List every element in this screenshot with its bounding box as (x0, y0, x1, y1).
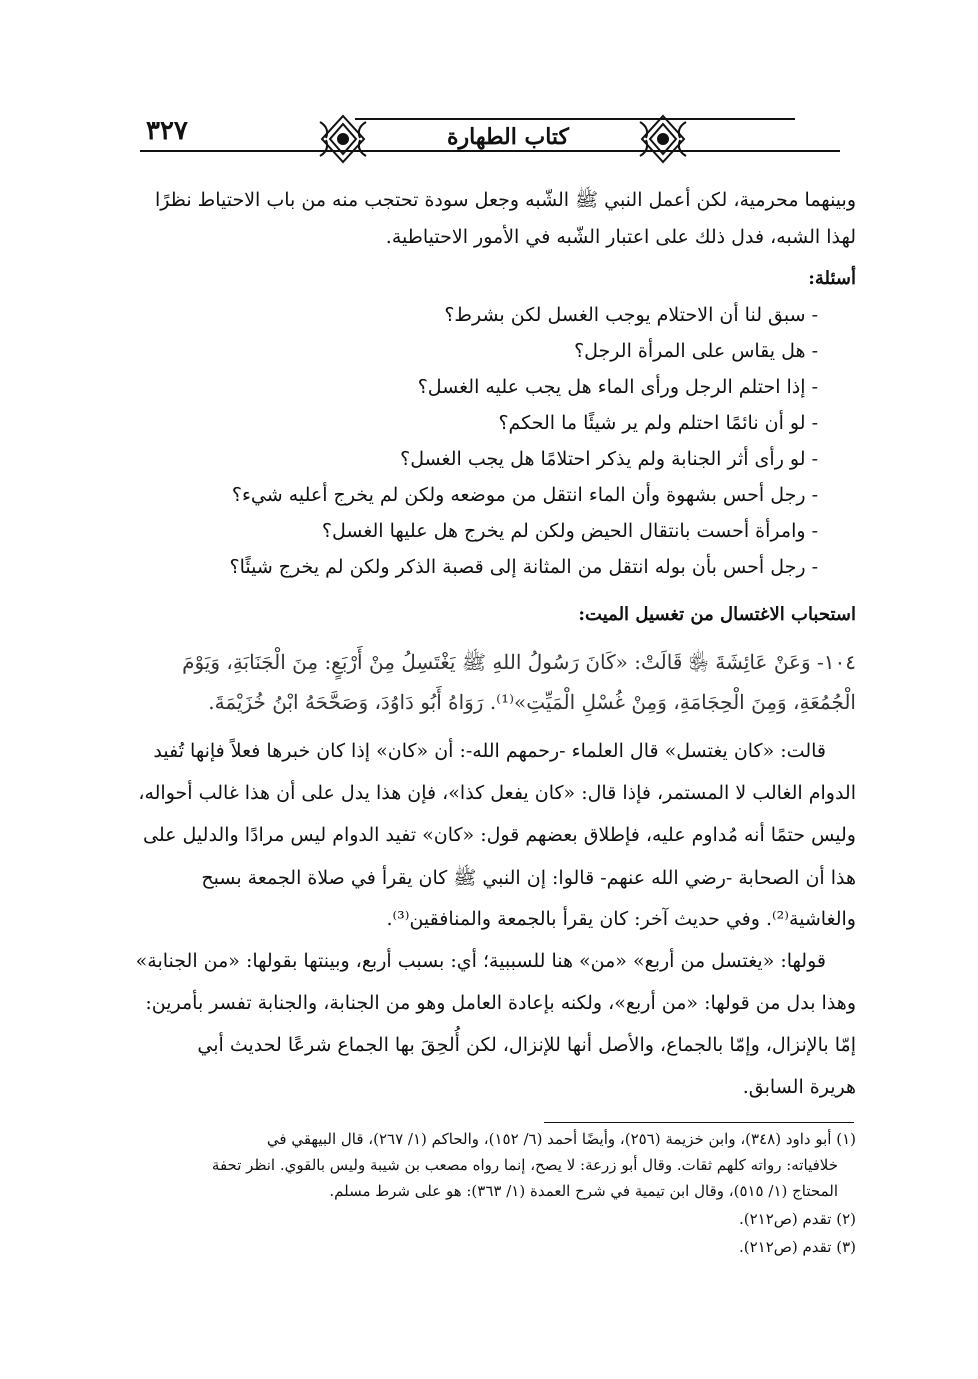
chapter-title: كتاب الطهارة (446, 124, 570, 150)
ornament-left-icon (316, 112, 370, 166)
commentary-line: إمّا بالإنزال، وإمّا بالجماع، والأصل أنها للإنزال، لكن أُلحِقَ بها الجماع شرعًا لحديث أبي (197, 1034, 856, 1056)
question-item: - إذا احتلم الرجل ورأى الماء هل يجب عليه الغسل؟ (417, 376, 818, 398)
commentary-line: والغاشية⁽²⁾. وفي حديث آخر: كان يقرأ بالجمعة والمنافقين⁽³⁾. (386, 908, 856, 930)
hadith-line: ١٠٤- وَعَنْ عَائِشَةَ ﵂ قَالَتْ: «كَانَ رَسُولُ اللهِ ﷺ يَغْتَسِلُ مِنْ أَرْبَعٍ: مِنَ الْجَنَابَةِ، وَيَوْمَ (182, 650, 856, 674)
commentary-line: وليس حتمًا أنه مُداوم عليه، فإطلاق بعضهم قول: «كان» تفيد الدوام ليس مرادًا والدليل على (143, 824, 856, 846)
intro-line: لهذا الشبه، فدل ذلك على اعتبار الشّبه في الأمور الاحتياطية. (385, 226, 856, 248)
commentary-line: قالت: «كان يغتسل» قال العلماء -رحمهم الله-: أن «كان» إذا كان خبرها فعلاً فإنها تُفيد (153, 740, 826, 762)
header-rule-bottom (140, 150, 840, 152)
commentary-line: هريرة السابق. (742, 1076, 856, 1098)
page-number: ٣٢٧ (146, 116, 188, 146)
commentary-line: قولها: «يغتسل من أربع» «من» هنا للسببية؛ أي: بسبب أربع، وبينتها بقولها: «من الجنابة» (135, 950, 826, 972)
header-rule-top (355, 118, 795, 120)
page-header (140, 112, 840, 172)
section-heading: استحباب الاغتسال من تغسيل الميت: (578, 604, 856, 625)
question-item: - لو رأى أثر الجنابة ولم يذكر احتلامًا هل يجب الغسل؟ (400, 448, 818, 470)
hadith-line: الْجُمُعَةِ، وَمِنَ الْحِجَامَةِ، وَمِنْ غُسْلِ الْمَيِّتِ»⁽¹⁾. رَوَاهُ أَبُو دَاوُدَ، وَصَحَّحَهُ ابْنُ خُزَيْمَةَ. (208, 690, 856, 714)
question-item: - رجل أحس بأن بوله انتقل من المثانة إلى قصبة الذكر ولكن لم يخرج شيئًا؟ (229, 556, 818, 578)
footnote-separator (544, 1122, 854, 1123)
footnote-line: (٣) تقدم (ص٢١٢). (738, 1238, 856, 1256)
commentary-line: وهذا بدل من قولها: «من أربع»، ولكنه بإعادة العامل وهو من الجنابة، والجنابة تفسر بأمرين: (145, 992, 856, 1014)
question-item: - هل يقاس على المرأة الرجل؟ (574, 340, 818, 362)
footnote-line: خلافياته: رواته كلهم ثقات. وقال أبو زرعة: لا يصح، إنما رواه مصعب بن شيبة وليس بالقوي. انظر تحفة (211, 1156, 838, 1174)
intro-line: وبينهما محرمية، لكن أعمل النبي ﷺ الشّبه وجعل سودة تحتجب منه من باب الاحتياط نظرًا (154, 189, 856, 211)
commentary-line: هذا أن الصحابة -رضي الله عنهم- قالوا: إن النبي ﷺ كان يقرأ في صلاة الجمعة بسبح (201, 867, 856, 889)
question-item: - رجل أحس بشهوة وأن الماء انتقل من موضعه ولكن لم يخرج أعليه شيء؟ (231, 484, 818, 506)
question-item: - سبق لنا أن الاحتلام يوجب الغسل لكن بشرط؟ (444, 304, 818, 326)
commentary-line: الدوام الغالب لا المستمر، فإذا قال: «كان يفعل كذا»، فإن هذا يدل على أن هذا غالب أحواله، (138, 782, 856, 804)
ornament-right-icon (636, 112, 690, 166)
footnote-line: المحتاج (١/ ٥١٥)، وقال ابن تيمية في شرح العمدة (١/ ٣٦٣): هو على شرط مسلم. (329, 1182, 838, 1200)
footnote-line: (٢) تقدم (ص٢١٢). (738, 1210, 856, 1228)
questions-heading: أسئلة: (808, 268, 856, 289)
footnote-line: (١) أبو داود (٣٤٨)، وابن خزيمة (٢٥٦)، وأيضًا أحمد (٦/ ١٥٢)، والحاكم (١/ ٢٦٧)، قال البيهقي في (266, 1130, 856, 1148)
question-item: - وامرأة أحست بانتقال الحيض ولكن لم يخرج هل عليها الغسل؟ (321, 520, 818, 542)
question-item: - لو أن نائمًا احتلم ولم ير شيئًا ما الحكم؟ (498, 412, 818, 434)
